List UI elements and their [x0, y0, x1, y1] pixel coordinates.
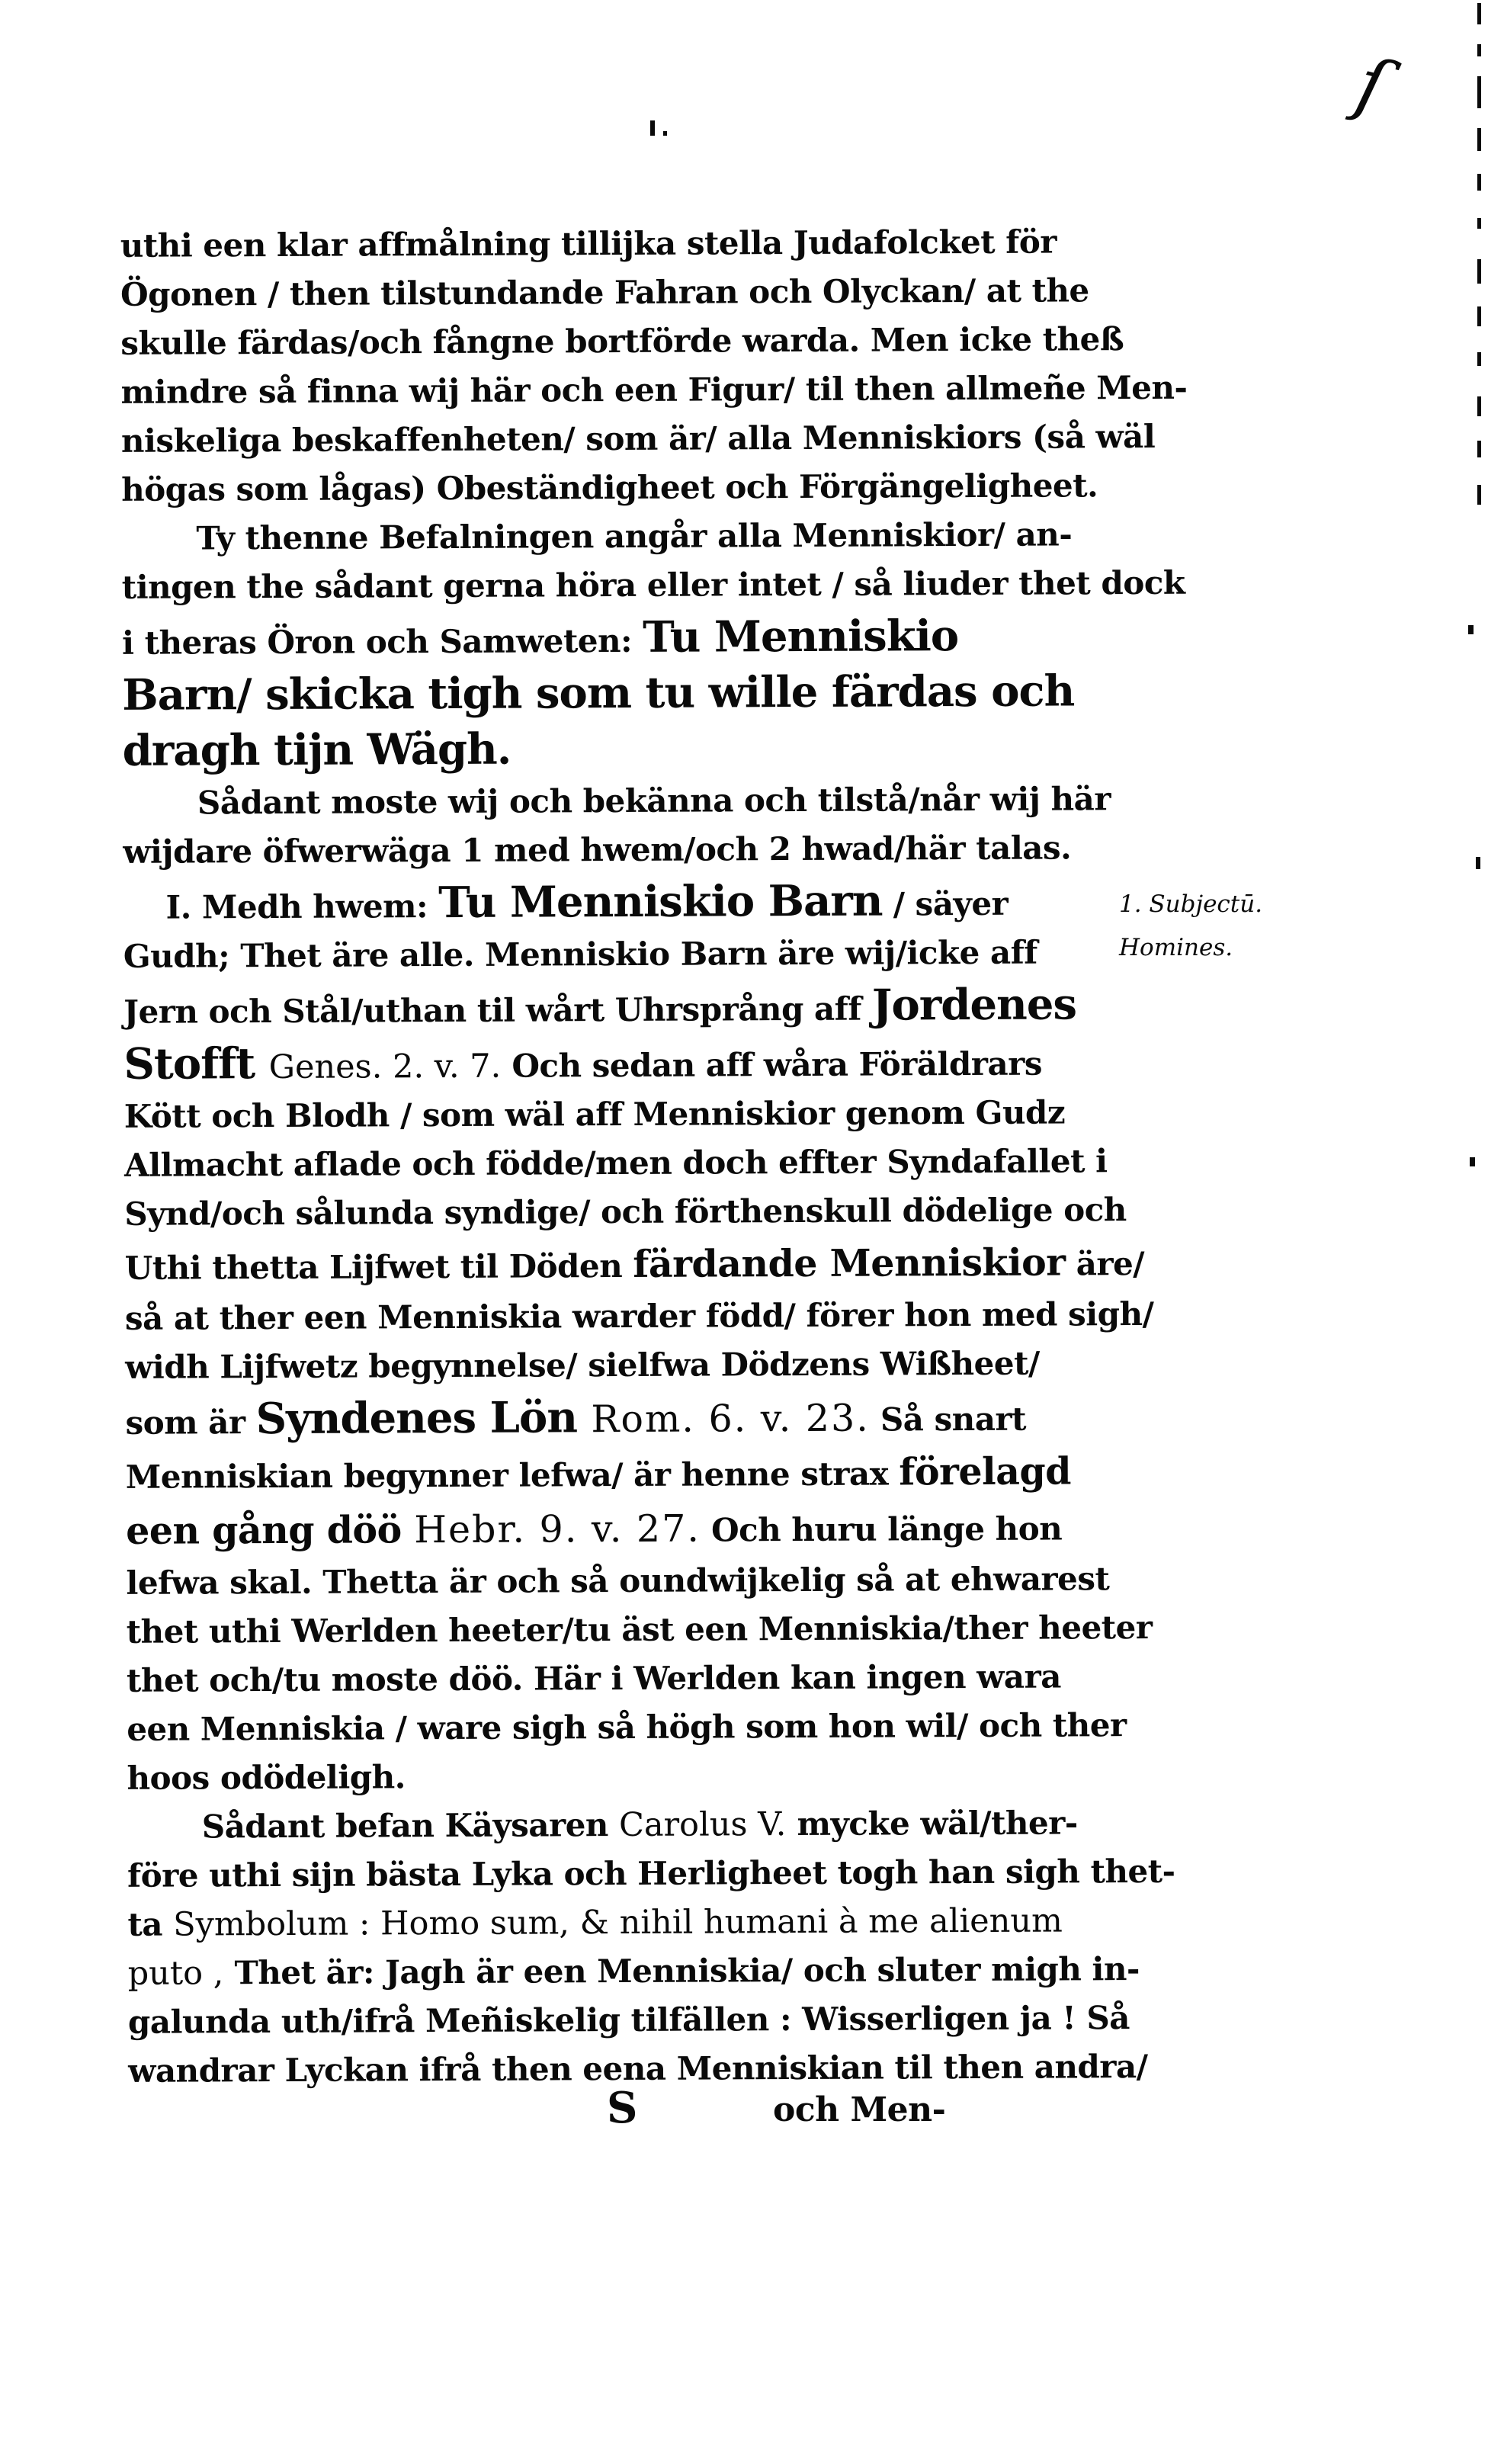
text-line [123, 775, 1129, 828]
text-line [127, 1652, 1133, 1705]
margin-note-line: Homines. [1119, 934, 1233, 961]
text-segment: lefwa skal. Thetta är och så oundwijkelig så at ehwarest [126, 1560, 1110, 1602]
scan-artifact [663, 131, 667, 136]
text-line [127, 1847, 1175, 1901]
scan-artifact [1477, 485, 1481, 505]
scan-artifact [1477, 76, 1481, 108]
text-segment: Kött och Blodh / som wäl aff Menniskior genom Gudz [123, 1093, 1066, 1135]
text-segment: Allmacht aflade och födde/men doch effter Syndafallet i [123, 1142, 1108, 1184]
text-segment: mycke wäl/ther- [786, 1804, 1078, 1843]
text-segment: så at ther een Menniskia warder född/ förer hon med sigh/ [124, 1295, 1154, 1337]
text-line [120, 217, 1127, 271]
text-segment: Synd/och sålunda syndige/ och förthenskull dödelige och [124, 1191, 1127, 1233]
text-segment: puto , [127, 1954, 224, 1993]
text-segment: / säyer [882, 884, 1009, 923]
text-line [124, 1185, 1130, 1239]
text-segment: i theras Öron och Samweten: [121, 621, 643, 662]
text-line [123, 977, 1130, 1037]
text-line [126, 1603, 1153, 1657]
text-line [125, 1388, 1131, 1448]
text-line [123, 823, 1129, 877]
text-line [125, 1339, 1131, 1392]
text-segment: wandrar Lyckan ifrå then eena Menniskian til then andra/ [128, 2048, 1148, 2090]
text-segment: Tu Menniskio [643, 611, 959, 663]
text-segment: Jordenes [871, 979, 1077, 1031]
scan-artifact [650, 120, 655, 136]
text-segment: Och sedan aff wåra Föräldrars [501, 1044, 1043, 1085]
text-segment: Sådant moste wij och bekänna och tilstå/når wij här [197, 780, 1111, 822]
scan-artifact [1477, 306, 1481, 326]
text-line [127, 1750, 1133, 1803]
text-line [126, 1443, 1132, 1503]
scan-artifact [1477, 174, 1481, 191]
scan-artifact [1477, 44, 1481, 56]
scan-artifact [1477, 352, 1481, 366]
text-segment: färdande Menniskior [633, 1240, 1066, 1286]
text-segment: Så snart [869, 1400, 1027, 1439]
catchword: och Men- [773, 2090, 946, 2129]
text-segment: niskeliga beskaffenheten/ som är/ alla Menniskiors (så wäl [120, 417, 1156, 460]
margin-note [1119, 883, 1262, 970]
text-segment: Uthi thetta Lijfwet til Döden [124, 1246, 633, 1287]
text-segment: thet uthi Werlden heeter/tu äst een Menniskia/ther heeter [126, 1609, 1153, 1651]
text-segment: een gång döö [126, 1507, 415, 1553]
text-segment: Carolus V. [618, 1805, 787, 1845]
text-line [123, 928, 1130, 981]
text-segment: högas som lågas) Obeständigheet och Förgängeligheet. [121, 467, 1098, 509]
text-line [121, 559, 1185, 612]
text-line [126, 1554, 1132, 1608]
text-segment: een Menniskia / ware sigh så högh som hon wil/ och ther [127, 1706, 1127, 1748]
text-segment: Symbolum : Homo sum, & nihil humani à me alienum [173, 1901, 1063, 1944]
text-line [128, 1994, 1134, 2047]
scan-artifact [1477, 259, 1481, 284]
text-line [124, 1234, 1145, 1295]
text-segment: Rom. 6. v. 23. [591, 1396, 870, 1442]
text-line [121, 461, 1127, 515]
text-line [127, 1798, 1134, 1852]
text-segment: Genes. 2. v. 7. [268, 1047, 502, 1087]
text-line [127, 1896, 1134, 1949]
text-segment: uthi een klar affmålning tillijka stella Judafolcket för [120, 223, 1057, 265]
text-segment: Syndenes Lön [255, 1392, 592, 1445]
text-line [123, 872, 1129, 932]
text-segment: Menniskian begynner lefwa/ är henne strax [125, 1455, 900, 1496]
signature-mark: S [607, 2083, 638, 2133]
scan-artifact [1477, 396, 1481, 416]
scan-artifact [1468, 625, 1474, 634]
text-segment: förelagd [899, 1449, 1072, 1494]
text-segment: Ty thenne Befalningen angår alla Menniskior/ an- [196, 515, 1073, 557]
text-segment: thet och/tu moste döö. Här i Werlden kan ingen wara [126, 1657, 1061, 1699]
scan-artifact [1470, 1157, 1475, 1166]
text-segment: dragh tijn Wägh. [122, 723, 512, 776]
scan-artifact [1476, 857, 1480, 869]
text-segment: Sådant befan Käysaren [201, 1806, 620, 1846]
text-segment: Stofft [123, 1038, 269, 1089]
text-segment: skulle färdas/och fångne bortförde warda. Men icke theß [120, 320, 1124, 362]
text-segment: Hebr. 9. v. 27. [414, 1506, 701, 1552]
scan-artifact [1477, 218, 1481, 229]
scan-artifact [1477, 128, 1481, 151]
text-line [123, 1032, 1130, 1092]
text-line [120, 266, 1127, 319]
margin-note-line: 1. Subjectū. [1119, 890, 1263, 918]
text-segment: Gudh; Thet äre alle. Menniskio Barn äre wij/icke aff [123, 933, 1037, 975]
text-line [124, 1088, 1130, 1141]
text-line [124, 1290, 1154, 1343]
text-segment: Barn/ skicka tigh som tu wille färdas och [122, 666, 1075, 720]
text-line [124, 1137, 1130, 1190]
text-segment: widh Lijfwetz begynnelse/ sielfwa Dödzens Wißheet/ [125, 1344, 1040, 1386]
text-segment: wijdare öfwerwäga 1 med hwem/och 2 hwad/här talas. [123, 829, 1072, 871]
text-segment: Och huru länge hon [700, 1510, 1063, 1549]
text-segment: galunda uth/ifrå Meñiskelig tilfällen : Wisserligen ja ! Så [127, 1999, 1130, 2041]
text-segment: äre/ [1065, 1245, 1145, 1283]
text-segment: Jern och Stål/uthan til wårt Uhrsprång aff [123, 990, 873, 1031]
text-segment: ta [127, 1905, 174, 1943]
text-segment: före uthi sijn bästa Lyka och Herligheet togh han sigh thet- [127, 1852, 1175, 1895]
text-segment: I. Medh hwem: [165, 887, 439, 926]
text-line [121, 510, 1127, 563]
text-segment: Ögonen / then tilstundande Fahran och Olyckan/ at the [120, 271, 1089, 313]
text-segment: hoos odödeligh. [127, 1758, 406, 1797]
text-line [120, 364, 1188, 417]
text-line [127, 1701, 1133, 1754]
handwritten-page-mark: ſ [1348, 42, 1395, 130]
text-line [122, 663, 1128, 723]
text-segment: Thet är: Jagh är een Menniskia/ och sluter migh in- [223, 1950, 1140, 1992]
text-line [126, 1499, 1132, 1559]
text-line [123, 719, 1129, 779]
text-line [127, 1945, 1140, 1998]
scan-artifact [1477, 441, 1481, 457]
text-segment: mindre så finna wij här och een Figur/ til then allmeñe Men- [120, 368, 1188, 411]
text-line [120, 412, 1156, 466]
text-segment: tingen the sådant gerna höra eller intet / så liuder thet dock [121, 563, 1185, 606]
text-line [120, 315, 1127, 368]
text-line [122, 608, 1128, 668]
text-segment: Tu Menniskio Barn [438, 875, 883, 929]
text-segment: som är [125, 1404, 256, 1442]
scan-artifact [1477, 3, 1481, 24]
